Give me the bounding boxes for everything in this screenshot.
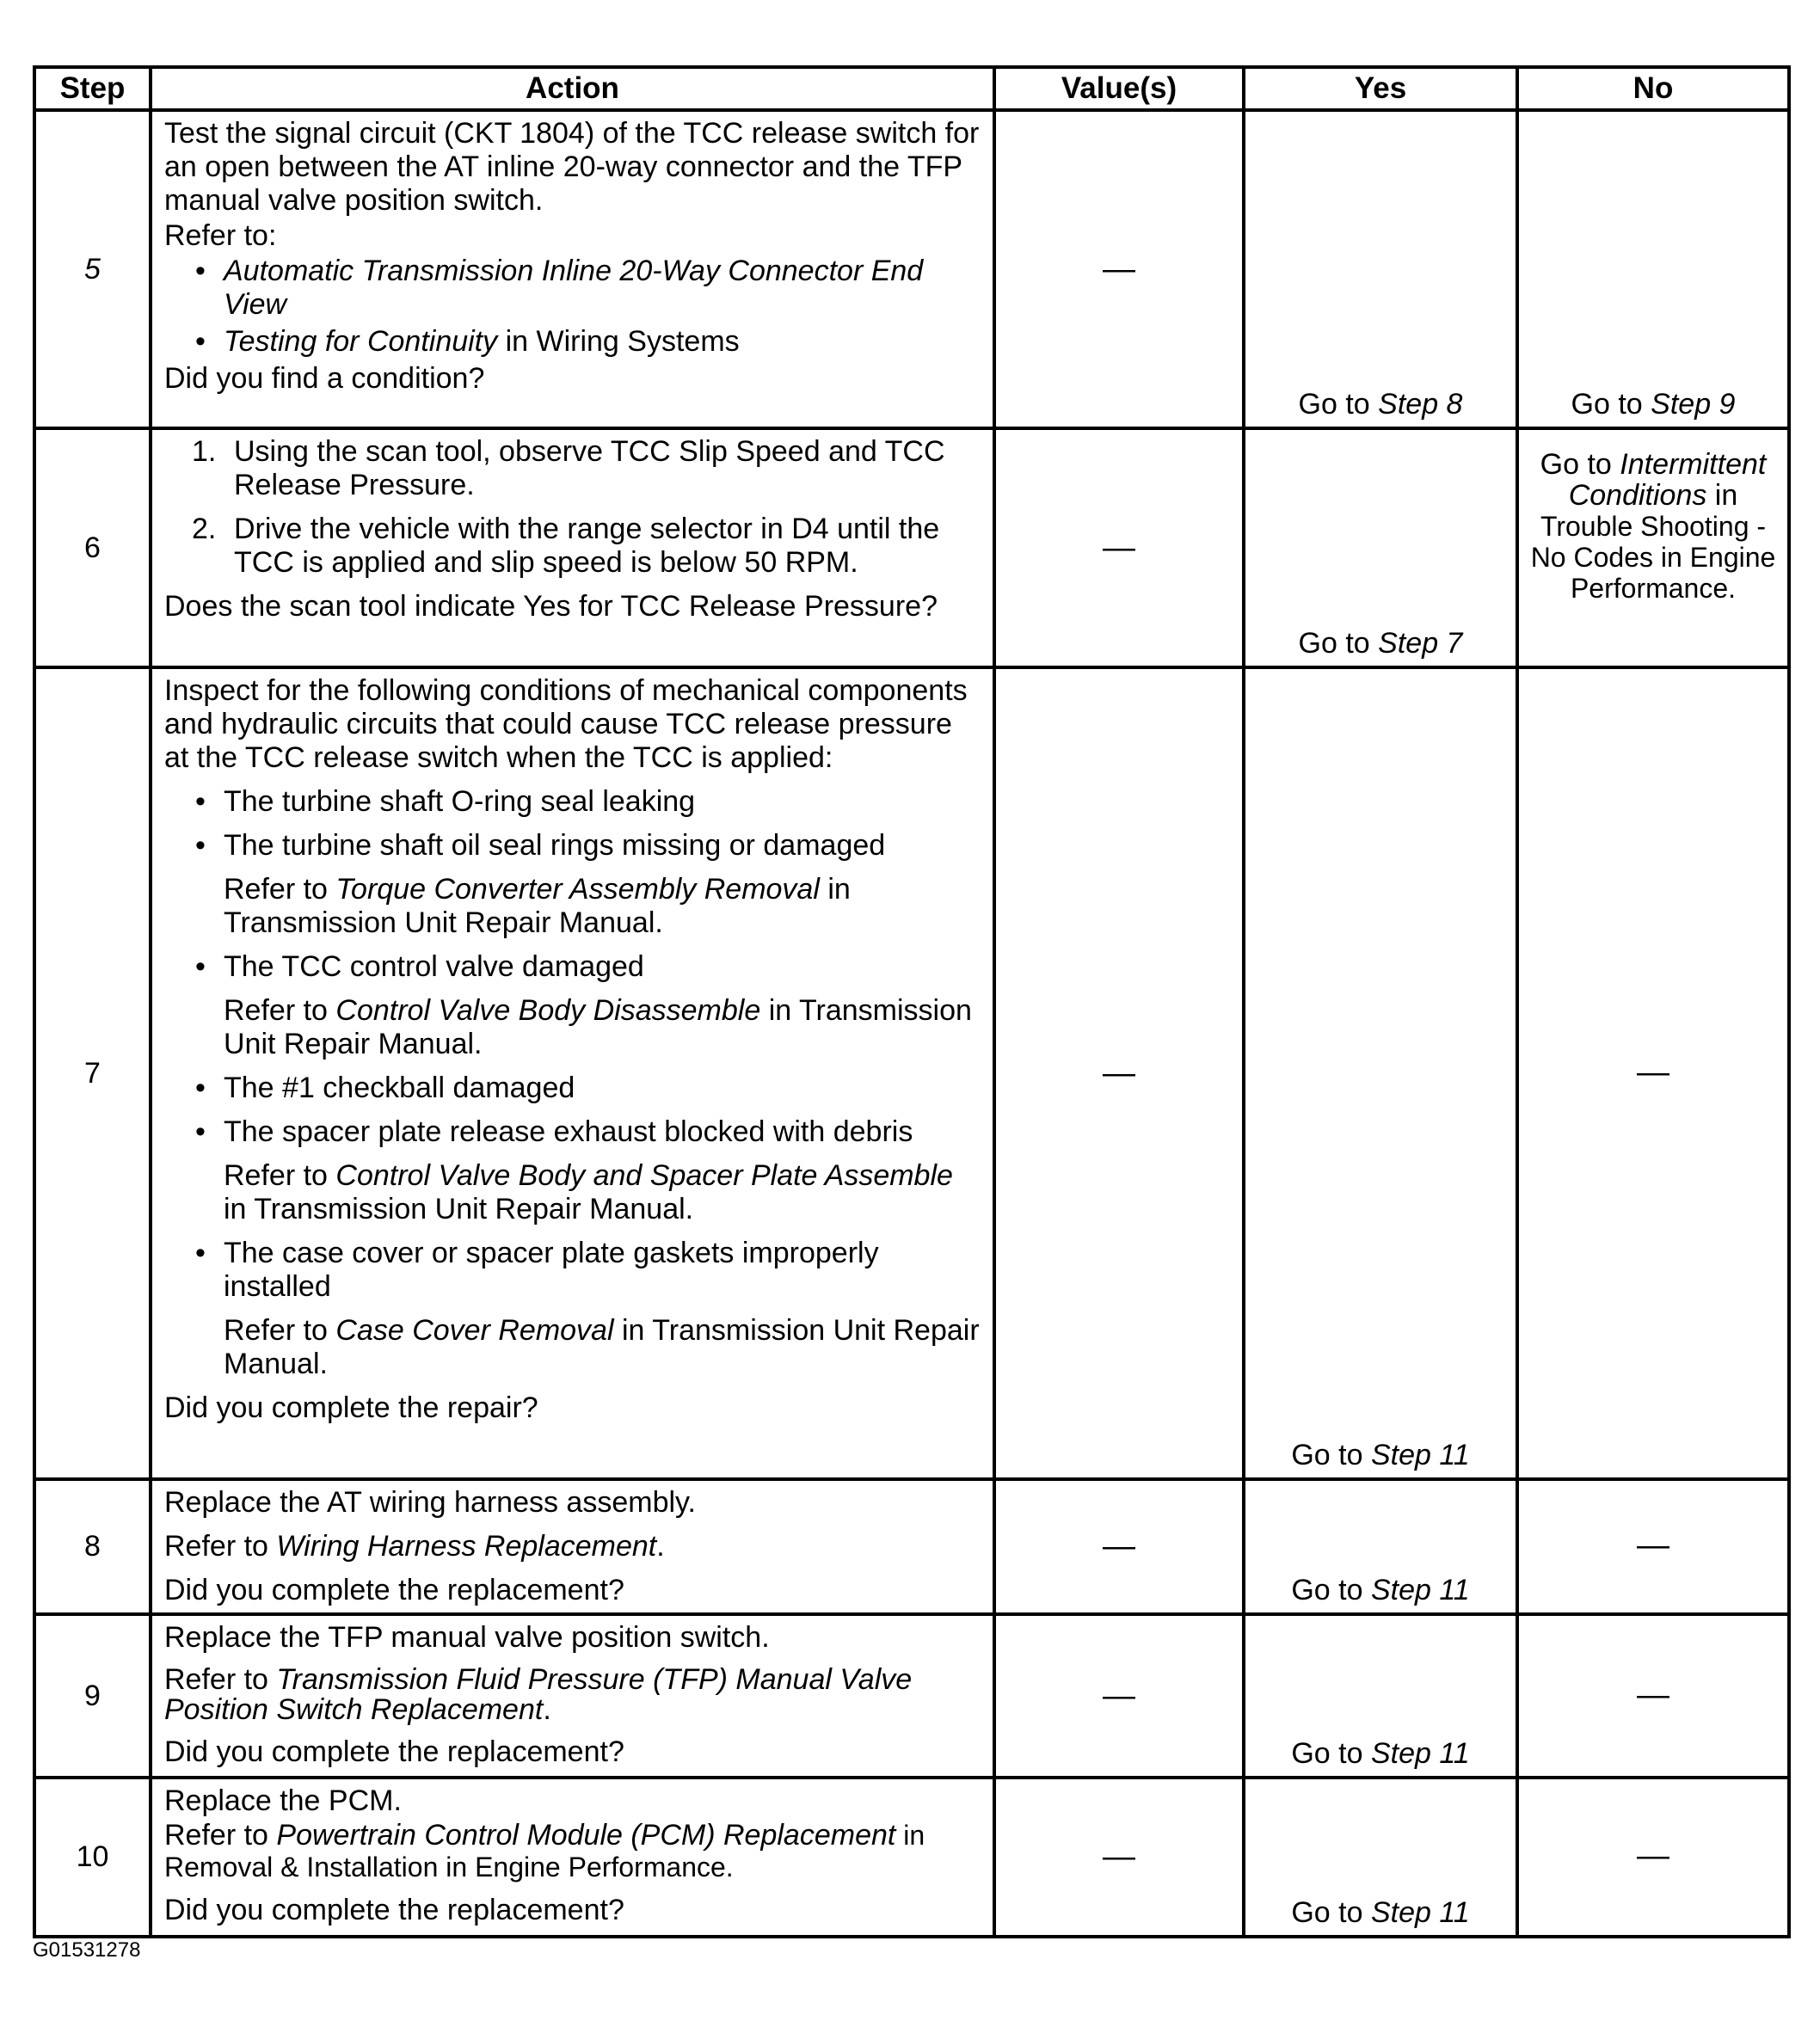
step-action xyxy=(151,1614,994,1778)
action-intro: Test the signal circuit (CKT 1804) of the TCC release switch for an open between the AT inline 20-way connector and the TFP manual valve position switch. xyxy=(164,117,980,217)
step-yes xyxy=(1244,1479,1517,1614)
reference-prefix: Refer to xyxy=(164,1819,277,1852)
list-text: Drive the vehicle with the range selector in D4 until the TCC is applied and slip speed is below 50 RPM. xyxy=(234,513,940,579)
table-row-step-10 xyxy=(34,1778,1789,1937)
reference-context: Trouble Shooting - No Codes in Engine Performance. xyxy=(1530,511,1776,604)
diagnostic-steps-table xyxy=(33,65,1791,1938)
reference-context: in Removal & Installation in Engine Performance. xyxy=(164,1820,925,1883)
table-row-step-5 xyxy=(34,110,1789,428)
reference-link: Automatic Transmission Inline 20-Way Connector End View xyxy=(224,255,924,321)
step-no xyxy=(1517,110,1789,428)
reference-note xyxy=(164,1314,982,1381)
step-number: 5 xyxy=(34,110,151,428)
reference-link: Control Valve Body Disassemble xyxy=(335,994,761,1027)
reference-context: in Transmission Unit Repair Manual. xyxy=(224,994,972,1060)
table-row-step-8 xyxy=(34,1479,1789,1614)
step-action xyxy=(151,428,994,667)
list-item xyxy=(164,513,982,580)
list-item: • The spacer plate release exhaust blocked with debris xyxy=(164,1115,982,1149)
reference-prefix: Refer to xyxy=(224,1159,336,1192)
step-number: 6 xyxy=(34,428,151,667)
action-question: Did you complete the repair? xyxy=(164,1391,538,1424)
reference-in: in xyxy=(1706,479,1738,512)
reference-note xyxy=(164,1530,982,1563)
step-number: 9 xyxy=(34,1614,151,1778)
list-item xyxy=(164,325,982,359)
reference-prefix: Refer to xyxy=(164,1530,277,1563)
table-row-step-9 xyxy=(34,1614,1789,1778)
step-values: — xyxy=(994,1479,1244,1614)
reference-context: . xyxy=(543,1693,551,1726)
step-action xyxy=(151,110,994,428)
step-no: — xyxy=(1517,1614,1789,1778)
go-to-label: Go to xyxy=(1291,1574,1363,1606)
step-number: 10 xyxy=(34,1778,151,1937)
header-step: Step xyxy=(34,67,151,110)
condition-list xyxy=(164,1072,982,1149)
header-action: Action xyxy=(151,67,994,110)
list-item: • The case cover or spacer plate gaskets improperly installed xyxy=(164,1237,982,1304)
step-values: — xyxy=(994,428,1244,667)
go-to-label: Go to xyxy=(1571,388,1643,421)
step-no: — xyxy=(1517,1479,1789,1614)
go-to-label: Go to xyxy=(1298,627,1370,660)
step-values: — xyxy=(994,110,1244,428)
header-no: No xyxy=(1517,67,1789,110)
step-number: 8 xyxy=(34,1479,151,1614)
reference-link: Testing for Continuity xyxy=(224,325,498,358)
step-no: — xyxy=(1517,667,1789,1479)
action-instruction: Replace the PCM. xyxy=(164,1784,402,1817)
condition-list xyxy=(164,785,982,863)
header-values: Value(s) xyxy=(994,67,1244,110)
go-to-step-link: Step 9 xyxy=(1651,388,1736,421)
step-yes xyxy=(1244,110,1517,428)
list-text: Using the scan tool, observe TCC Slip Speed and TCC Release Pressure. xyxy=(234,435,945,501)
go-to-step-link: Step 7 xyxy=(1378,627,1463,660)
action-question: Does the scan tool indicate Yes for TCC Release Pressure? xyxy=(164,590,938,623)
reference-link: Control Valve Body and Spacer Plate Assemble xyxy=(335,1159,953,1192)
no-outcome-text xyxy=(1524,449,1782,604)
step-yes xyxy=(1244,1778,1517,1937)
step-action xyxy=(151,1778,994,1937)
list-number: 2. xyxy=(192,513,217,545)
go-to-step-link: Step 11 xyxy=(1370,1439,1470,1471)
go-to-step-link: Step 11 xyxy=(1370,1737,1470,1770)
procedure-list xyxy=(164,435,982,580)
go-to-step-link: Step 11 xyxy=(1370,1896,1470,1929)
step-values: — xyxy=(994,667,1244,1479)
reference-note xyxy=(164,1820,982,1883)
go-to-label: Go to xyxy=(1298,388,1370,421)
step-yes xyxy=(1244,667,1517,1479)
condition-list xyxy=(164,1237,982,1304)
step-values: — xyxy=(994,1778,1244,1937)
list-item xyxy=(164,435,982,502)
reference-note xyxy=(164,873,982,940)
list-item: • The #1 checkball damaged xyxy=(164,1072,982,1105)
reference-link: Wiring Harness Replacement xyxy=(276,1530,657,1563)
table-header-row xyxy=(34,67,1789,110)
reference-note xyxy=(164,994,982,1061)
step-no: — xyxy=(1517,1778,1789,1937)
reference-list xyxy=(164,255,982,359)
go-to-label: Go to xyxy=(1291,1896,1363,1929)
reference-prefix: Refer to xyxy=(164,1663,277,1696)
reference-prefix: Refer to xyxy=(224,873,336,906)
reference-context: in Transmission Unit Repair Manual. xyxy=(224,1314,980,1380)
reference-note xyxy=(164,1665,982,1725)
reference-context: . xyxy=(656,1530,665,1563)
list-item: • The TCC control valve damaged xyxy=(164,950,982,984)
list-number: 1. xyxy=(192,435,217,468)
figure-id: G01531278 xyxy=(33,1938,141,1962)
diagnostic-table-sheet xyxy=(33,65,1787,1938)
go-to-label: Go to xyxy=(1291,1439,1363,1471)
reference-prefix: Refer to xyxy=(224,994,336,1027)
reference-context: in Transmission Unit Repair Manual. xyxy=(224,873,851,939)
reference-note xyxy=(164,1159,982,1226)
action-intro: Inspect for the following conditions of mechanical components and hydraulic circuits that could cause TCC release pressure at the TCC release switch when the TCC is applied: xyxy=(164,674,968,774)
reference-link: Torque Converter Assembly Removal xyxy=(335,873,820,906)
list-item: • The turbine shaft oil seal rings missing or damaged xyxy=(164,829,982,863)
action-question: Did you complete the replacement? xyxy=(164,1735,624,1768)
action-instruction: Replace the TFP manual valve position switch. xyxy=(164,1621,770,1654)
action-question: Did you complete the replacement? xyxy=(164,1894,624,1926)
table-row-step-7 xyxy=(34,667,1789,1479)
step-values: — xyxy=(994,1614,1244,1778)
reference-link: Powertrain Control Module (PCM) Replacement xyxy=(276,1819,896,1852)
action-question: Did you complete the replacement? xyxy=(164,1574,624,1606)
reference-context: in Wiring Systems xyxy=(497,325,740,358)
reference-prefix: Refer to xyxy=(224,1314,336,1347)
header-yes: Yes xyxy=(1244,67,1517,110)
go-to-step-link: Step 11 xyxy=(1370,1574,1470,1606)
action-refer: Refer to: xyxy=(164,219,277,252)
go-to-label: Go to xyxy=(1291,1737,1363,1770)
action-instruction: Replace the AT wiring harness assembly. xyxy=(164,1486,696,1519)
list-item xyxy=(164,255,982,322)
action-question: Did you find a condition? xyxy=(164,362,485,395)
condition-list xyxy=(164,950,982,984)
step-no xyxy=(1517,428,1789,667)
step-action xyxy=(151,667,994,1479)
reference-link: Transmission Fluid Pressure (TFP) Manual Valve Position Switch Replacement xyxy=(164,1663,913,1726)
step-action xyxy=(151,1479,994,1614)
reference-context: in Transmission Unit Repair Manual. xyxy=(224,1193,694,1225)
reference-link: Case Cover Removal xyxy=(335,1314,614,1347)
step-number: 7 xyxy=(34,667,151,1479)
reference-link: Intermittent Conditions xyxy=(1568,448,1767,512)
step-yes xyxy=(1244,428,1517,667)
go-to-label: Go to xyxy=(1540,448,1612,481)
go-to-step-link: Step 8 xyxy=(1378,388,1463,421)
list-item: • The turbine shaft O-ring seal leaking xyxy=(164,785,982,819)
table-row-step-6 xyxy=(34,428,1789,667)
step-yes xyxy=(1244,1614,1517,1778)
